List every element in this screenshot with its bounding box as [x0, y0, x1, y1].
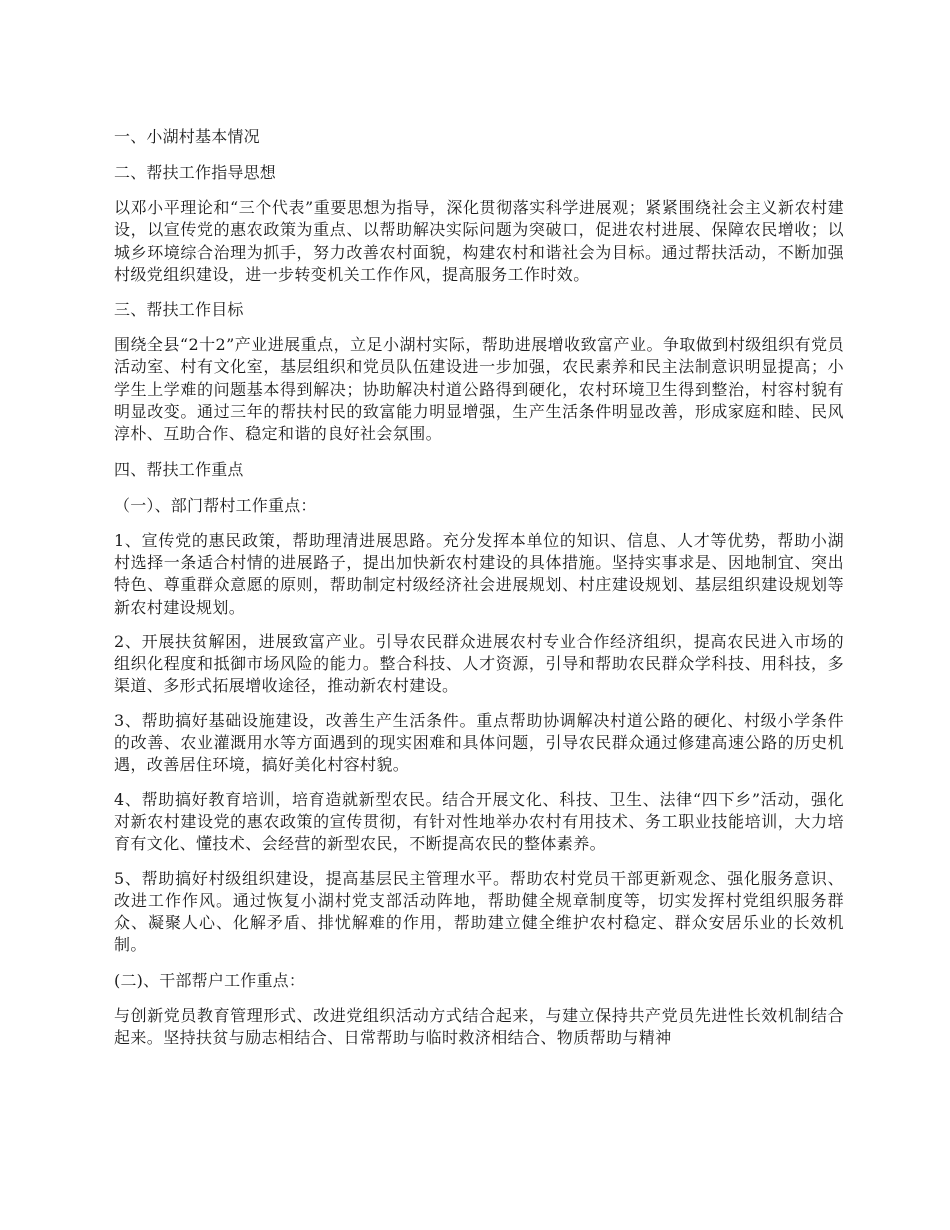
section-heading-guiding-thought: 二、帮扶工作指导思想 — [114, 163, 277, 182]
subsection-heading-department: （一）、部门帮村工作重点： — [114, 495, 317, 515]
paragraph-guiding-thought: 以邓小平理论和“三个代表”重要思想为指导，深化贯彻落实科学进展观；紧紧围绕社会主义新农村建设，以宣传党的惠农政策为重点、以帮助解决实际问题为突破口，促进农村进展、保障农民增收；以城乡环境综合治理为抓手，努力改善农村面貌，构建农村和谐社会为目标。通过帮扶活动，不断加强村级党组织建设，进一步转变机关工作作风，提高服务工作时效。 — [114, 198, 844, 284]
paragraph-goals: 围绕全县“2十2”产业进展重点，立足小湖村实际，帮助进展增收致富产业。争取做到村级组织有党员活动室、村有文化室，基层组织和党员队伍建设进一步加强，农民素养和民主法制意识明显提高；小学生上学难的问题基本得到解决；协助解决村道公路得到硬化，农村环境卫生得到整治，村容村貌有明显改变。通过三年的帮扶村民的致富能力明显增强，生产生活条件明显改善，形成家庭和睦、民风淳朴、互助合作、稳定和谐的良好社会氛围。 — [114, 335, 844, 444]
section-heading-key-points: 四、帮扶工作重点 — [114, 459, 244, 479]
list-item: 4、帮助搞好教育培训，培育造就新型农民。结合开展文化、科技、卫生、法律“四下乡”活动，强化对新农村建设党的惠农政策的宣传贯彻，有针对性地举办农村有用技术、务工职业技能培训，大力培育有文化、懂技术、会经营的新型农民，不断提高农民的整体素养。 — [114, 789, 844, 854]
list-item: 1、宣传党的惠民政策，帮助理清进展思路。充分发挥本单位的知识、信息、人才等优势，帮助小湖村选择一条适合村情的进展路子，提出加快新农村建设的具体措施。坚持实事求是、因地制宜、突出特色、尊重群众意愿的原则，帮助制定村级经济社会进展规划、村庄建设规划、基层组织建设规划等新农村建设规划。 — [114, 530, 844, 617]
section-heading-basic-info: 一、小湖村基本情况 — [114, 127, 260, 146]
list-item: 2、开展扶贫解困，进展致富产业。引导农民群众进展农村专业合作经济组织，提高农民进入市场的组织化程度和抵御市场风险的能力。整合科技、人才资源，引导和帮助农民群众学科技、用科技，多渠道、多形式拓展增收途径，推动新农村建设。 — [114, 631, 844, 696]
section-heading-goals: 三、帮扶工作目标 — [114, 300, 244, 320]
list-item: 3、帮助搞好基础设施建设，改善生产生活条件。重点帮助协调解决村道公路的硬化、村级小学条件的改善、农业灌溉用水等方面遇到的现实困难和具体问题，引导农民群众通过修建高速公路的历史机遇，改善居住环境，搞好美化村容村貌。 — [114, 710, 844, 775]
subsection-heading-cadre: (二)、干部帮户工作重点： — [114, 970, 306, 990]
list-item: 5、帮助搞好村级组织建设，提高基层民主管理水平。帮助农村党员干部更新观念、强化服务意识、改进工作作风。通过恢复小湖村党支部活动阵地，帮助健全规章制度等，切实发挥村党组织服务群众、凝聚人心、化解矛盾、排忧解难的作用，帮助建立健全维护农村稳定、群众安居乐业的长效机制。 — [114, 868, 844, 955]
paragraph-cadre: 与创新党员教育管理形式、改进党组织活动方式结合起来，与建立保持共产党员先进性长效机制结合起来。坚持扶贫与励志相结合、日常帮助与临时救济相结合、物质帮助与精神 — [114, 1005, 844, 1048]
document-page — [114, 125, 844, 1061]
